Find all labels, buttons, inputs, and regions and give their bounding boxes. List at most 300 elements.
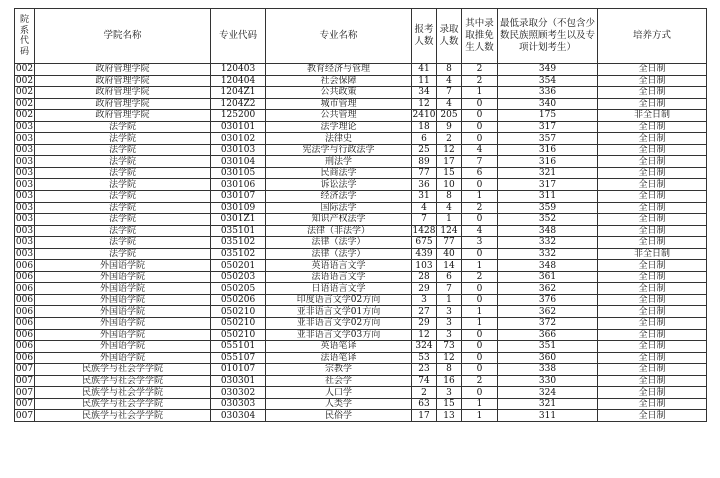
cell-college-name: 政府管理学院 xyxy=(35,110,211,122)
cell-recommended: 2 xyxy=(462,271,498,283)
cell-applicants: 12 xyxy=(412,329,437,341)
cell-major-name: 印度语言文学02方向 xyxy=(266,294,412,306)
table-row xyxy=(15,237,707,249)
cell-major-code: 0301Z1 xyxy=(211,214,266,226)
cell-major-code: 030301 xyxy=(211,375,266,387)
cell-min-score: 352 xyxy=(498,214,598,226)
cell-major-name: 亚非语言文学02方向 xyxy=(266,318,412,330)
cell-study-mode: 全日制 xyxy=(598,375,707,387)
cell-applicants: 675 xyxy=(412,237,437,249)
cell-major-name: 民商法学 xyxy=(266,167,412,179)
cell-dept-code: 006 xyxy=(15,341,34,352)
cell-admitted: 4 xyxy=(437,75,462,87)
cell-college-name: 外国语学院 xyxy=(35,283,211,295)
cell-dept-code: 007 xyxy=(15,399,34,410)
cell-dept-code: 002 xyxy=(15,75,34,86)
cell-admitted: 3 xyxy=(437,329,462,341)
cell-admitted: 40 xyxy=(437,248,462,260)
cell-min-score: 348 xyxy=(498,260,598,272)
cell-admitted: 124 xyxy=(437,225,462,237)
table-row xyxy=(15,375,707,387)
cell-applicants: 103 xyxy=(412,260,437,272)
table-row xyxy=(15,283,707,295)
cell-recommended: 1 xyxy=(462,398,498,410)
cell-major-name: 亚非语言文学01方向 xyxy=(266,306,412,318)
cell-dept-code: 003 xyxy=(15,156,34,167)
cell-major-name: 经济法学 xyxy=(266,191,412,203)
cell-study-mode: 全日制 xyxy=(598,156,707,168)
cell-study-mode: 全日制 xyxy=(598,144,707,156)
cell-min-score: 366 xyxy=(498,329,598,341)
cell-min-score: 357 xyxy=(498,133,598,145)
cell-min-score: 311 xyxy=(498,191,598,203)
cell-major-name: 日语语言文学 xyxy=(266,283,412,295)
cell-dept-code: 003 xyxy=(15,133,34,144)
cell-applicants: 2 xyxy=(412,387,437,399)
cell-major-name: 英语语言文学 xyxy=(266,260,412,272)
cell-applicants: 6 xyxy=(412,133,437,145)
cell-min-score: 330 xyxy=(498,375,598,387)
table-row xyxy=(15,167,707,179)
cell-dept-code: 003 xyxy=(15,122,34,132)
cell-recommended: 1 xyxy=(462,306,498,318)
cell-dept-code: 003 xyxy=(15,191,34,202)
cell-major-name: 法语语言文学 xyxy=(266,271,412,283)
cell-applicants: 23 xyxy=(412,364,437,376)
cell-study-mode: 全日制 xyxy=(598,387,707,399)
cell-major-code: 030105 xyxy=(211,167,266,179)
cell-recommended: 0 xyxy=(462,387,498,399)
table-row xyxy=(15,329,707,341)
cell-min-score: 317 xyxy=(498,179,598,191)
cell-min-score: 332 xyxy=(498,248,598,260)
cell-applicants: 53 xyxy=(412,352,437,364)
cell-college-name: 外国语学院 xyxy=(35,271,211,283)
cell-major-name: 英语笔译 xyxy=(266,341,412,353)
cell-admitted: 77 xyxy=(437,237,462,249)
cell-admitted: 7 xyxy=(437,87,462,99)
cell-major-code: 030104 xyxy=(211,156,266,168)
cell-admitted: 16 xyxy=(437,375,462,387)
cell-study-mode: 全日制 xyxy=(598,167,707,179)
cell-recommended: 4 xyxy=(462,225,498,237)
cell-study-mode: 全日制 xyxy=(598,329,707,341)
cell-major-name: 宗教学 xyxy=(266,364,412,376)
cell-dept-code: 006 xyxy=(15,295,34,306)
cell-admitted: 4 xyxy=(437,98,462,110)
cell-college-name: 外国语学院 xyxy=(35,341,211,353)
cell-admitted: 3 xyxy=(437,318,462,330)
cell-dept-code: 007 xyxy=(15,387,34,398)
cell-recommended: 0 xyxy=(462,214,498,226)
cell-admitted: 9 xyxy=(437,121,462,133)
cell-min-score: 349 xyxy=(498,64,598,76)
cell-college-name: 政府管理学院 xyxy=(35,64,211,76)
cell-applicants: 25 xyxy=(412,144,437,156)
cell-min-score: 362 xyxy=(498,283,598,295)
cell-study-mode: 全日制 xyxy=(598,214,707,226)
table-row xyxy=(15,352,707,364)
cell-dept-code: 006 xyxy=(15,272,34,283)
table-row xyxy=(15,156,707,168)
cell-study-mode: 全日制 xyxy=(598,225,707,237)
cell-dept-code: 006 xyxy=(15,283,34,294)
cell-major-code: 120404 xyxy=(211,75,266,87)
cell-college-name: 民族学与社会学学院 xyxy=(35,364,211,376)
cell-recommended: 1 xyxy=(462,260,498,272)
cell-college-name: 法学院 xyxy=(35,133,211,145)
cell-applicants: 3 xyxy=(412,294,437,306)
cell-dept-code: 006 xyxy=(15,306,34,317)
cell-recommended: 0 xyxy=(462,283,498,295)
cell-recommended: 0 xyxy=(462,294,498,306)
cell-applicants: 7 xyxy=(412,214,437,226)
cell-college-name: 民族学与社会学学院 xyxy=(35,410,211,422)
table-row xyxy=(15,318,707,330)
cell-major-name: 宪法学与行政法学 xyxy=(266,144,412,156)
cell-major-code: 030107 xyxy=(211,191,266,203)
cell-applicants: 74 xyxy=(412,375,437,387)
cell-major-code: 030103 xyxy=(211,144,266,156)
cell-min-score: 376 xyxy=(498,294,598,306)
cell-college-name: 法学院 xyxy=(35,121,211,133)
table-row xyxy=(15,341,707,353)
cell-min-score: 316 xyxy=(498,156,598,168)
cell-applicants: 2410 xyxy=(412,110,436,121)
cell-study-mode: 全日制 xyxy=(598,121,707,133)
cell-study-mode: 全日制 xyxy=(598,237,707,249)
cell-admitted: 10 xyxy=(437,179,462,191)
cell-major-code: 030304 xyxy=(211,410,266,422)
cell-applicants: 12 xyxy=(412,98,437,110)
cell-recommended: 0 xyxy=(462,341,498,353)
cell-recommended: 0 xyxy=(462,133,498,145)
cell-major-name: 公共管理 xyxy=(266,110,412,122)
cell-major-code: 050205 xyxy=(211,283,266,295)
cell-applicants: 77 xyxy=(412,167,437,179)
cell-dept-code: 003 xyxy=(15,145,34,156)
cell-major-code: 030303 xyxy=(211,398,266,410)
cell-major-code: 030109 xyxy=(211,202,266,214)
cell-major-code: 125200 xyxy=(211,110,266,122)
cell-recommended: 3 xyxy=(462,237,498,249)
cell-min-score: 361 xyxy=(498,271,598,283)
cell-applicants: 36 xyxy=(412,179,437,191)
cell-major-code: 035102 xyxy=(211,248,266,260)
header-college-name: 学院名称 xyxy=(35,9,211,64)
cell-study-mode: 全日制 xyxy=(598,179,707,191)
header-applicants: 报考人数 xyxy=(412,9,437,64)
cell-major-code: 030101 xyxy=(211,121,266,133)
cell-min-score: 348 xyxy=(498,225,598,237)
cell-dept-code: 002 xyxy=(15,64,34,75)
table-row xyxy=(15,179,707,191)
table-row xyxy=(15,398,707,410)
cell-admitted: 6 xyxy=(437,271,462,283)
cell-major-name: 刑法学 xyxy=(266,156,412,168)
cell-study-mode: 全日制 xyxy=(598,260,707,272)
cell-college-name: 政府管理学院 xyxy=(35,98,211,110)
table-row xyxy=(15,225,707,237)
cell-study-mode: 全日制 xyxy=(598,87,707,99)
table-body xyxy=(15,64,707,422)
cell-college-name: 法学院 xyxy=(35,179,211,191)
cell-dept-code: 003 xyxy=(15,202,34,213)
cell-applicants: 27 xyxy=(412,306,437,318)
cell-admitted: 3 xyxy=(437,306,462,318)
cell-study-mode: 全日制 xyxy=(598,410,707,422)
cell-major-code: 050206 xyxy=(211,294,266,306)
cell-applicants: 41 xyxy=(412,64,437,76)
table-row xyxy=(15,410,707,422)
cell-major-name: 人口学 xyxy=(266,387,412,399)
cell-dept-code: 003 xyxy=(15,214,34,225)
cell-recommended: 0 xyxy=(462,110,498,122)
cell-major-code: 1204Z1 xyxy=(211,87,266,99)
header-study-mode: 培养方式 xyxy=(598,9,707,64)
cell-college-name: 法学院 xyxy=(35,144,211,156)
cell-min-score: 362 xyxy=(498,306,598,318)
cell-min-score: 332 xyxy=(498,237,598,249)
cell-applicants: 63 xyxy=(412,398,437,410)
cell-admitted: 12 xyxy=(437,144,462,156)
cell-recommended: 2 xyxy=(462,375,498,387)
cell-college-name: 外国语学院 xyxy=(35,260,211,272)
cell-college-name: 法学院 xyxy=(35,167,211,179)
table-row xyxy=(15,87,707,99)
cell-college-name: 外国语学院 xyxy=(35,306,211,318)
cell-min-score: 316 xyxy=(498,144,598,156)
cell-major-code: 035102 xyxy=(211,237,266,249)
cell-study-mode: 非全日制 xyxy=(598,110,707,122)
cell-study-mode: 全日制 xyxy=(598,283,707,295)
cell-major-name: 法语笔译 xyxy=(266,352,412,364)
cell-major-name: 社会学 xyxy=(266,375,412,387)
cell-major-name: 城市管理 xyxy=(266,98,412,110)
cell-recommended: 0 xyxy=(462,364,498,376)
cell-college-name: 法学院 xyxy=(35,214,211,226)
cell-recommended: 6 xyxy=(462,167,498,179)
cell-major-name: 法律（法学） xyxy=(266,248,412,260)
cell-study-mode: 全日制 xyxy=(598,98,707,110)
cell-major-name: 教育经济与管理 xyxy=(266,64,412,76)
cell-major-code: 050210 xyxy=(211,329,266,341)
table-row xyxy=(15,98,707,110)
cell-dept-code: 002 xyxy=(15,87,34,98)
cell-dept-code: 007 xyxy=(15,376,34,387)
cell-major-code: 055107 xyxy=(211,352,266,364)
cell-dept-code: 002 xyxy=(15,98,34,109)
cell-college-name: 政府管理学院 xyxy=(35,87,211,99)
table-row xyxy=(15,271,707,283)
cell-recommended: 2 xyxy=(462,202,498,214)
cell-study-mode: 全日制 xyxy=(598,306,707,318)
cell-recommended: 0 xyxy=(462,98,498,110)
header-major-code: 专业代码 xyxy=(211,9,266,64)
cell-college-name: 法学院 xyxy=(35,202,211,214)
cell-min-score: 351 xyxy=(498,341,598,353)
cell-admitted: 73 xyxy=(437,341,462,353)
cell-applicants: 4 xyxy=(412,202,437,214)
cell-study-mode: 全日制 xyxy=(598,364,707,376)
cell-applicants: 11 xyxy=(412,75,437,87)
cell-applicants: 439 xyxy=(412,248,437,260)
table-row xyxy=(15,191,707,203)
cell-major-code: 050203 xyxy=(211,271,266,283)
cell-dept-code: 003 xyxy=(15,179,34,190)
cell-admitted: 15 xyxy=(437,167,462,179)
cell-major-name: 知识产权法学 xyxy=(266,214,412,226)
cell-college-name: 法学院 xyxy=(35,225,211,237)
cell-college-name: 外国语学院 xyxy=(35,294,211,306)
table-row xyxy=(15,260,707,272)
cell-college-name: 政府管理学院 xyxy=(35,75,211,87)
header-major-name: 专业名称 xyxy=(266,9,412,64)
cell-min-score: 321 xyxy=(498,167,598,179)
cell-dept-code: 006 xyxy=(15,352,34,363)
cell-college-name: 民族学与社会学学院 xyxy=(35,398,211,410)
cell-major-name: 民俗学 xyxy=(266,410,412,422)
cell-recommended: 0 xyxy=(462,352,498,364)
cell-dept-code: 002 xyxy=(15,110,34,121)
cell-admitted: 12 xyxy=(437,352,462,364)
cell-major-name: 亚非语言文学03方向 xyxy=(266,329,412,341)
cell-major-code: 030106 xyxy=(211,179,266,191)
cell-dept-code: 006 xyxy=(15,318,34,329)
cell-major-code: 055101 xyxy=(211,341,266,353)
cell-major-name: 诉讼法学 xyxy=(266,179,412,191)
cell-college-name: 法学院 xyxy=(35,248,211,260)
table-row xyxy=(15,202,707,214)
cell-study-mode: 全日制 xyxy=(598,341,707,353)
cell-study-mode: 全日制 xyxy=(598,202,707,214)
header-admitted: 录取人数 xyxy=(437,9,462,64)
cell-major-code: 050210 xyxy=(211,306,266,318)
table-row xyxy=(15,121,707,133)
cell-study-mode: 全日制 xyxy=(598,271,707,283)
cell-college-name: 法学院 xyxy=(35,156,211,168)
cell-college-name: 外国语学院 xyxy=(35,352,211,364)
admission-table-wrapper xyxy=(14,8,706,422)
cell-study-mode: 全日制 xyxy=(598,64,707,76)
cell-applicants: 29 xyxy=(412,283,437,295)
cell-dept-code: 006 xyxy=(15,329,34,340)
cell-recommended: 1 xyxy=(462,87,498,99)
table-row xyxy=(15,306,707,318)
cell-admitted: 17 xyxy=(437,156,462,168)
cell-applicants: 28 xyxy=(412,271,437,283)
cell-recommended: 1 xyxy=(462,410,498,422)
cell-admitted: 14 xyxy=(437,260,462,272)
cell-admitted: 3 xyxy=(437,387,462,399)
cell-min-score: 311 xyxy=(498,410,598,422)
header-row xyxy=(15,9,707,64)
cell-min-score: 175 xyxy=(498,110,598,122)
cell-admitted: 1 xyxy=(437,294,462,306)
header-recommended: 其中录取推免生人数 xyxy=(462,9,498,64)
cell-min-score: 359 xyxy=(498,202,598,214)
table-row xyxy=(15,214,707,226)
cell-major-name: 社会保障 xyxy=(266,75,412,87)
cell-study-mode: 全日制 xyxy=(598,352,707,364)
cell-study-mode: 全日制 xyxy=(598,398,707,410)
table-row xyxy=(15,364,707,376)
cell-study-mode: 全日制 xyxy=(598,294,707,306)
cell-recommended: 2 xyxy=(462,75,498,87)
cell-recommended: 1 xyxy=(462,191,498,203)
cell-study-mode: 非全日制 xyxy=(598,248,707,260)
cell-college-name: 法学院 xyxy=(35,191,211,203)
cell-applicants: 1428 xyxy=(412,225,436,236)
table-row xyxy=(15,387,707,399)
cell-admitted: 205 xyxy=(437,110,462,122)
table-row xyxy=(15,133,707,145)
cell-applicants: 31 xyxy=(412,191,437,203)
cell-college-name: 外国语学院 xyxy=(35,318,211,330)
cell-college-name: 外国语学院 xyxy=(35,329,211,341)
cell-admitted: 7 xyxy=(437,283,462,295)
cell-recommended: 1 xyxy=(462,318,498,330)
cell-dept-code: 003 xyxy=(15,249,34,260)
cell-dept-code: 006 xyxy=(15,260,34,271)
cell-college-name: 法学院 xyxy=(35,237,211,249)
cell-recommended: 0 xyxy=(462,329,498,341)
cell-major-code: 050210 xyxy=(211,318,266,330)
cell-major-name: 公共政策 xyxy=(266,87,412,99)
cell-major-name: 法律（法学） xyxy=(266,237,412,249)
table-row xyxy=(15,294,707,306)
table-row xyxy=(15,248,707,260)
cell-min-score: 354 xyxy=(498,75,598,87)
cell-admitted: 2 xyxy=(437,133,462,145)
cell-major-code: 030102 xyxy=(211,133,266,145)
cell-min-score: 360 xyxy=(498,352,598,364)
cell-admitted: 8 xyxy=(437,364,462,376)
cell-recommended: 0 xyxy=(462,121,498,133)
cell-admitted: 4 xyxy=(437,202,462,214)
cell-study-mode: 全日制 xyxy=(598,191,707,203)
cell-admitted: 13 xyxy=(437,410,462,422)
cell-dept-code: 007 xyxy=(15,410,34,421)
cell-dept-code: 003 xyxy=(15,168,34,179)
cell-major-code: 010107 xyxy=(211,364,266,376)
cell-recommended: 7 xyxy=(462,156,498,168)
cell-min-score: 340 xyxy=(498,98,598,110)
cell-recommended: 2 xyxy=(462,64,498,76)
cell-major-name: 法律史 xyxy=(266,133,412,145)
cell-applicants: 324 xyxy=(412,341,437,353)
cell-min-score: 372 xyxy=(498,318,598,330)
cell-min-score: 321 xyxy=(498,398,598,410)
cell-study-mode: 全日制 xyxy=(598,75,707,87)
cell-applicants: 29 xyxy=(412,318,437,330)
cell-recommended: 4 xyxy=(462,144,498,156)
cell-major-name: 国际法学 xyxy=(266,202,412,214)
cell-college-name: 民族学与社会学学院 xyxy=(35,387,211,399)
cell-admitted: 8 xyxy=(437,64,462,76)
cell-major-code: 030302 xyxy=(211,387,266,399)
cell-admitted: 8 xyxy=(437,191,462,203)
header-min-score: 最低录取分（不包含少数民族照顾考生以及专项计划考生） xyxy=(498,9,598,64)
cell-recommended: 0 xyxy=(462,179,498,191)
cell-min-score: 336 xyxy=(498,87,598,99)
cell-dept-code: 003 xyxy=(15,225,34,236)
cell-college-name: 民族学与社会学学院 xyxy=(35,375,211,387)
cell-applicants: 18 xyxy=(412,121,437,133)
table-row xyxy=(15,64,707,76)
table-row xyxy=(15,144,707,156)
cell-study-mode: 全日制 xyxy=(598,318,707,330)
